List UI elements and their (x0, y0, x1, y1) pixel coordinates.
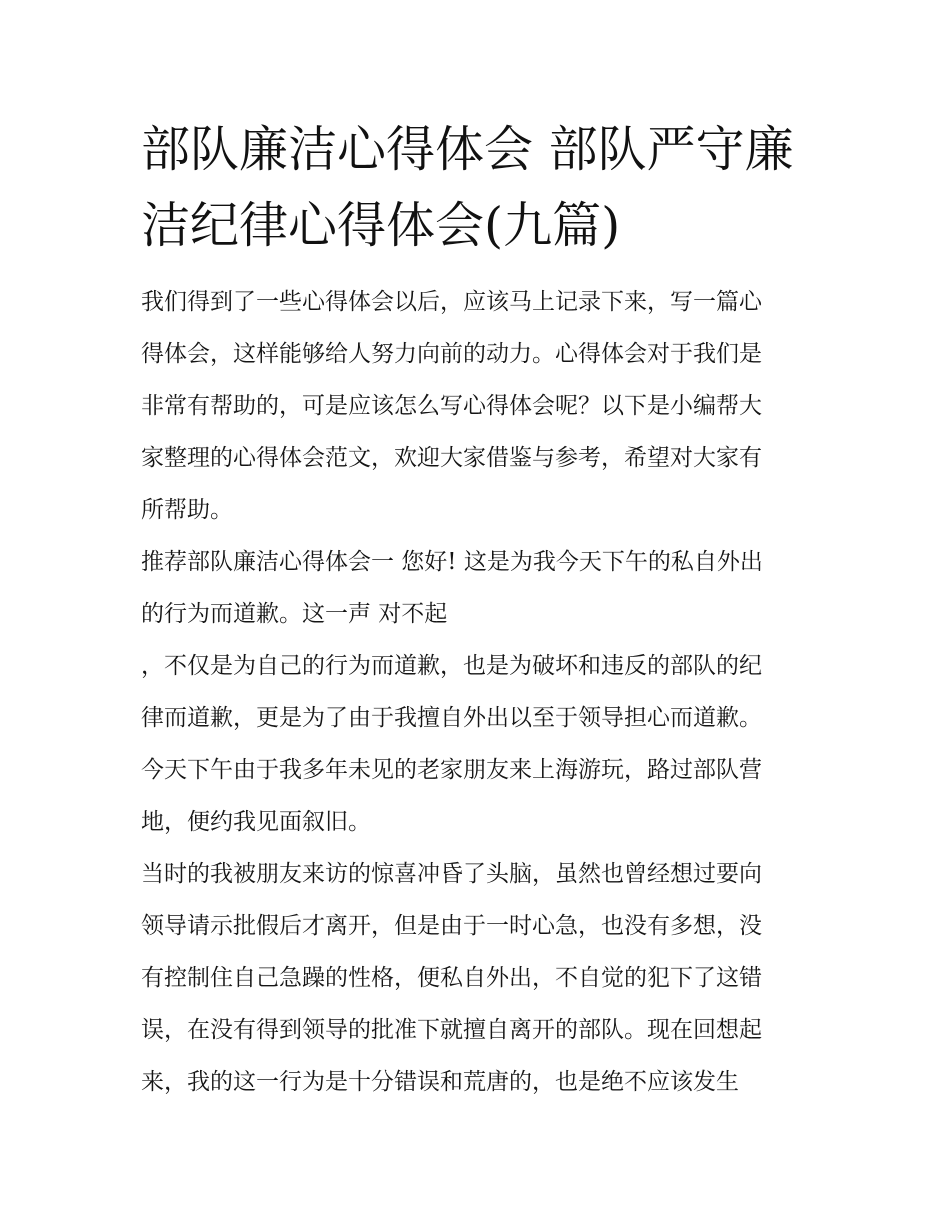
body-line: 非常有帮助的，可是应该怎么写心得体会呢？以下是小编帮大 (141, 393, 762, 419)
body-line: ，不仅是为自己的行为而道歉，也是为破坏和违反的部队的纪 (141, 653, 762, 679)
body-line: 地，便约我见面叙旧。 (141, 809, 371, 835)
body-line: 来，我的这一行为是十分错误和荒唐的，也是绝不应该发生 (141, 1069, 739, 1095)
body-line: 当时的我被朋友来访的惊喜冲昏了头脑，虽然也曾经想过要向 (141, 861, 762, 887)
title-line: 部队廉洁心得体会 部队严守廉 (141, 121, 794, 178)
body-line: 推荐部队廉洁心得体会一 您好! 这是为我今天下午的私自外出 (141, 549, 763, 575)
title-line: 洁纪律心得体会(九篇) (141, 197, 621, 254)
body-line: 得体会，这样能够给人努力向前的动力。心得体会对于我们是 (141, 341, 762, 367)
body-line: 今天下午由于我多年未见的老家朋友来上海游玩，路过部队营 (141, 757, 762, 783)
body-line: 我们得到了一些心得体会以后，应该马上记录下来，写一篇心 (141, 289, 762, 315)
body-line: 的行为而道歉。这一声 对不起 (141, 601, 448, 627)
body-line: 领导请示批假后才离开，但是由于一时心急，也没有多想，没 (141, 913, 762, 939)
document-body (141, 280, 821, 1112)
document-title (141, 112, 821, 264)
body-line: 有控制住自己急躁的性格，便私自外出，不自觉的犯下了这错 (141, 965, 762, 991)
body-line: 律而道歉，更是为了由于我擅自外出以至于领导担心而道歉。 (141, 705, 762, 731)
body-line: 误，在没有得到领导的批准下就擅自离开的部队。现在回想起 (141, 1017, 762, 1043)
body-line: 家整理的心得体会范文，欢迎大家借鉴与参考，希望对大家有 (141, 445, 762, 471)
body-line: 所帮助。 (141, 497, 233, 523)
